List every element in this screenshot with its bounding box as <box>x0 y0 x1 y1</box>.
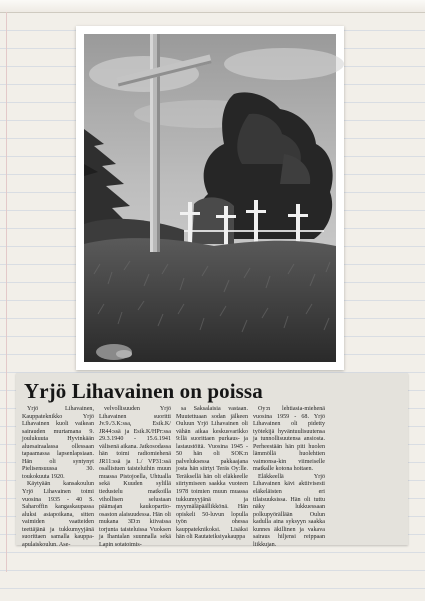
memorial-crosses-photo <box>84 34 336 362</box>
newspaper-clipping <box>16 373 408 548</box>
photo-mount <box>76 26 344 370</box>
article-paragraph: sa Saksalaisia vastaan. Muutettuaan sodan jälkeen Ouluun Yrjö Lihavainen oli vähän aikaa keskusvarikko 9:llä suorittaen purkaus- ja lastaustöitä. Vuosina 1945 - 50 hän oli SOK:n palveluksessa pakkaajana josta hän siirtyi Teräs Oy:lle. Teräksellä hän oli eläkkeelle siirtymiseen saakka vuoteen 1978 toimien muun muassa tukkumyyjänä ja myymäläpäällikkönä. Hän opiskeli 50-luvun lopulla työn ohessa kauppateknikoksi. Lisäksi hän oli Rautateiksiyakauppa <box>176 406 248 541</box>
article-paragraph: Eläkkeellä Yrjö Lihavainen kävi aktiivisesti eläkeläisten eri tilaisuuksissa. Hän oli tuttu näky lukkuessaan polkupyörällään Oulun kadulla aina syksyyn saakka kunnes äkillinen ja vakava sairaus hiljensi reippaan liikkujan. <box>253 473 325 548</box>
article-column-1 <box>22 406 94 548</box>
article-column-2 <box>99 406 171 548</box>
article-paragraph: Yrjö Lihavainen, Kauppateknikko Yrjö Lihavainen kuoli vaikean sairauden murtamana 9. joulukuuta Hyvinkään aluesairaalassa ollessaan tapaamassa lapsenlapsiaan. Hän oli syntynyt Pielisensuussa 30. toukokuuta 1920. <box>22 406 94 480</box>
article-paragraph: velvollisuuden Yrjö Lihavainen suoritti Jv.9./3.K:ssa, Esik.K/ JR44:ssä ja Esik.K/HPr:ssa 29.3.1940 - 15.6.1941 välisenä aikana. Jatkosodassa hän toimi radiomiehenä JR11:ssä ja 1./ VP31:ssä osallistuen taisteluihin muun muassa Pistojoella, Uhtualla sekä Kuuden sylillä tiedustelu matkoilla vihollisen selustaan päämajan kaukopartio-osaston alaisuudessa. Hän oli mukana 3D:n kiivaissa torjunta taisteluissa Vuoksen ja Ihantalan suunnalla sekä Lapin sotatoimis- <box>99 406 171 548</box>
article-paragraph: Käytyään kansakoulun Yrjö Lihavainen toimi vuosina 1935 - 40 S. Saharoffin kangaskaupassa aluksi asiapoikana, sitten vaimiden vaatteiden teettäjänä ja tukkumyyjänä suorittaen samalla kauppa-apulaiskoulun. Ase- <box>22 481 94 548</box>
article-column-3 <box>176 406 248 542</box>
page-margin-line <box>6 12 7 572</box>
article-paragraph: Oy:n lehtiasia-miehenä vuosina 1959 - 68. Yrjö Lihavainen oli pidetty työtekijä hyväntuulisuutensa ja tunnollisuutensa ansiosta. Perheestään hän piti huolen lämmöllä huolehtien vaimonsa-kin viimeiselle matkalle kotona hoitaen. <box>253 406 325 473</box>
article-columns <box>22 406 402 548</box>
article-headline: Yrjö Lihavainen on poissa <box>24 379 263 403</box>
article-column-4 <box>253 406 325 548</box>
